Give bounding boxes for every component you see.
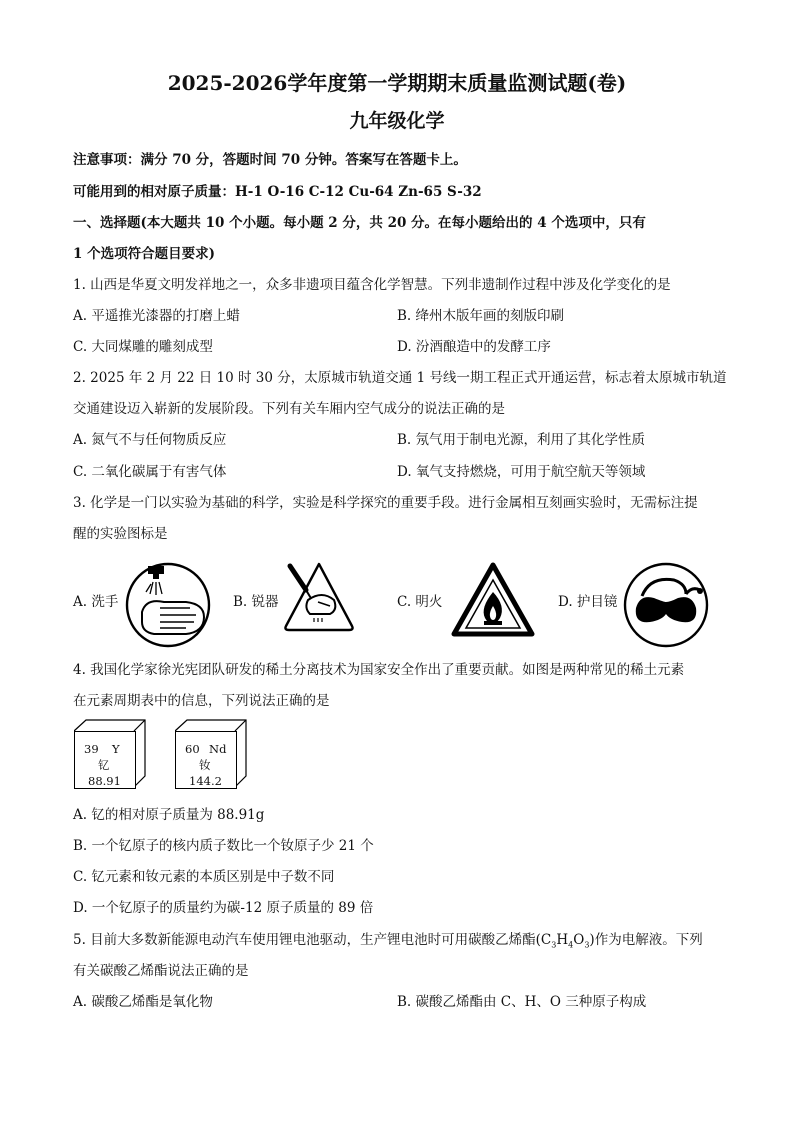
sharp-object-icon — [282, 560, 356, 632]
relative-atomic-mass: 88.91 — [88, 774, 121, 788]
wash-hands-icon — [120, 562, 218, 648]
q5-stem-text: 5. 目前大多数新能源电动汽车使用锂电池驱动，生产锂电池时可用碳酸乙烯酯(C — [73, 932, 552, 948]
relative-atomic-mass: 144.2 — [189, 774, 222, 788]
q2-option-d: D. 氧气支持燃烧，可用于航空航天等领域 — [397, 464, 646, 480]
q5-stem-cont: 有关碳酸乙烯酯说法正确的是 — [73, 963, 249, 979]
notice: 注意事项：满分 70 分，答题时间 70 分钟。答案写在答题卡上。 — [73, 152, 467, 168]
q3-option-b: B. 锐器 — [233, 594, 279, 610]
section-heading: 一、选择题(本大题共 10 个小题。每小题 2 分，共 20 分。在每小题给出的 4 个选项中，只有 — [73, 215, 646, 231]
q5-option-a: A. 碳酸乙烯酯是氧化物 — [73, 994, 213, 1010]
q3-option-d: D. 护目镜 — [558, 594, 618, 610]
element-name: 钕 — [199, 758, 211, 772]
q4-stem-cont: 在元素周期表中的信息，下列说法正确的是 — [73, 693, 330, 709]
formula-subscript: 3 — [584, 940, 590, 950]
q1-option-b: B. 绛州木版年画的刻版印刷 — [397, 308, 565, 324]
element-symbol: Y — [112, 742, 120, 756]
q1-option-a: A. 平遥推光漆器的打磨上蜡 — [73, 308, 240, 324]
q2-option-b: B. 氖气用于制电光源，利用了其化学性质 — [397, 432, 646, 448]
q2-option-a: A. 氮气不与任何物质反应 — [73, 432, 227, 448]
q4-option-c: C. 钇元素和钕元素的本质区别是中子数不同 — [73, 869, 335, 885]
q1-option-c: C. 大同煤雕的雕刻成型 — [73, 339, 213, 355]
q3-stem: 3. 化学是一门以实验为基础的科学，实验是科学探究的重要手段。进行金属相互刻画实验时，无需标注提 — [73, 495, 698, 511]
q4-option-d: D. 一个钇原子的质量约为碳-12 原子质量的 89 倍 — [73, 900, 374, 916]
atomic-masses: 可能用到的相对原子质量：H-1 O-16 C-12 Cu-64 Zn-65 S-32 — [73, 184, 482, 200]
formula-subscript: 4 — [568, 940, 574, 950]
q2-stem-cont: 交通建设迈入崭新的发展阶段。下列有关车厢内空气成分的说法正确的是 — [73, 401, 505, 417]
safety-goggles-icon — [620, 562, 714, 648]
formula-element: H — [556, 932, 569, 948]
q4-option-a: A. 钇的相对原子质量为 88.91g — [73, 807, 265, 823]
element-symbol: Nd — [209, 742, 227, 756]
element-name: 钇 — [98, 758, 110, 772]
q3-option-a: A. 洗手 — [73, 594, 119, 610]
q5-option-b: B. 碳酸乙烯酯由 C、H、O 三种原子构成 — [397, 994, 647, 1010]
atomic-number: 39 — [84, 742, 99, 756]
q5-stem-text-end: )作为电解液。下列 — [589, 932, 703, 948]
formula-subscript: 3 — [551, 940, 557, 950]
open-flame-icon — [450, 562, 536, 638]
section-heading-cont: 1 个选项符合题目要求) — [73, 246, 215, 262]
q2-option-c: C. 二氧化碳属于有害气体 — [73, 464, 227, 480]
q2-stem: 2. 2025 年 2 月 22 日 10 时 30 分，太原城市轨道交通 1 号线一期工程正式开通运营，标志着太原城市轨道 — [73, 370, 727, 386]
element-card-neodymium — [175, 719, 247, 789]
q5-stem — [73, 931, 703, 955]
q1-option-d: D. 汾酒酿造中的发酵工序 — [397, 339, 551, 355]
q1-stem: 1. 山西是华夏文明发祥地之一，众多非遗项目蕴含化学智慧。下列非遗制作过程中涉及化学变化的是 — [73, 277, 671, 293]
element-card-yttrium — [74, 719, 146, 789]
page-title: 2025-2026学年度第一学期期末质量监测试题(卷) — [167, 71, 627, 95]
q3-stem-cont: 醒的实验图标是 — [73, 526, 168, 542]
q4-stem: 4. 我国化学家徐光宪团队研发的稀土分离技术为国家安全作出了重要贡献。如图是两种常见的稀土元素 — [73, 662, 685, 678]
formula-element: O — [573, 932, 585, 948]
q3-option-c: C. 明火 — [397, 594, 443, 610]
atomic-number: 60 — [185, 742, 200, 756]
page-subtitle: 九年级化学 — [349, 110, 445, 132]
q4-option-b: B. 一个钇原子的核内质子数比一个钕原子少 21 个 — [73, 838, 374, 854]
